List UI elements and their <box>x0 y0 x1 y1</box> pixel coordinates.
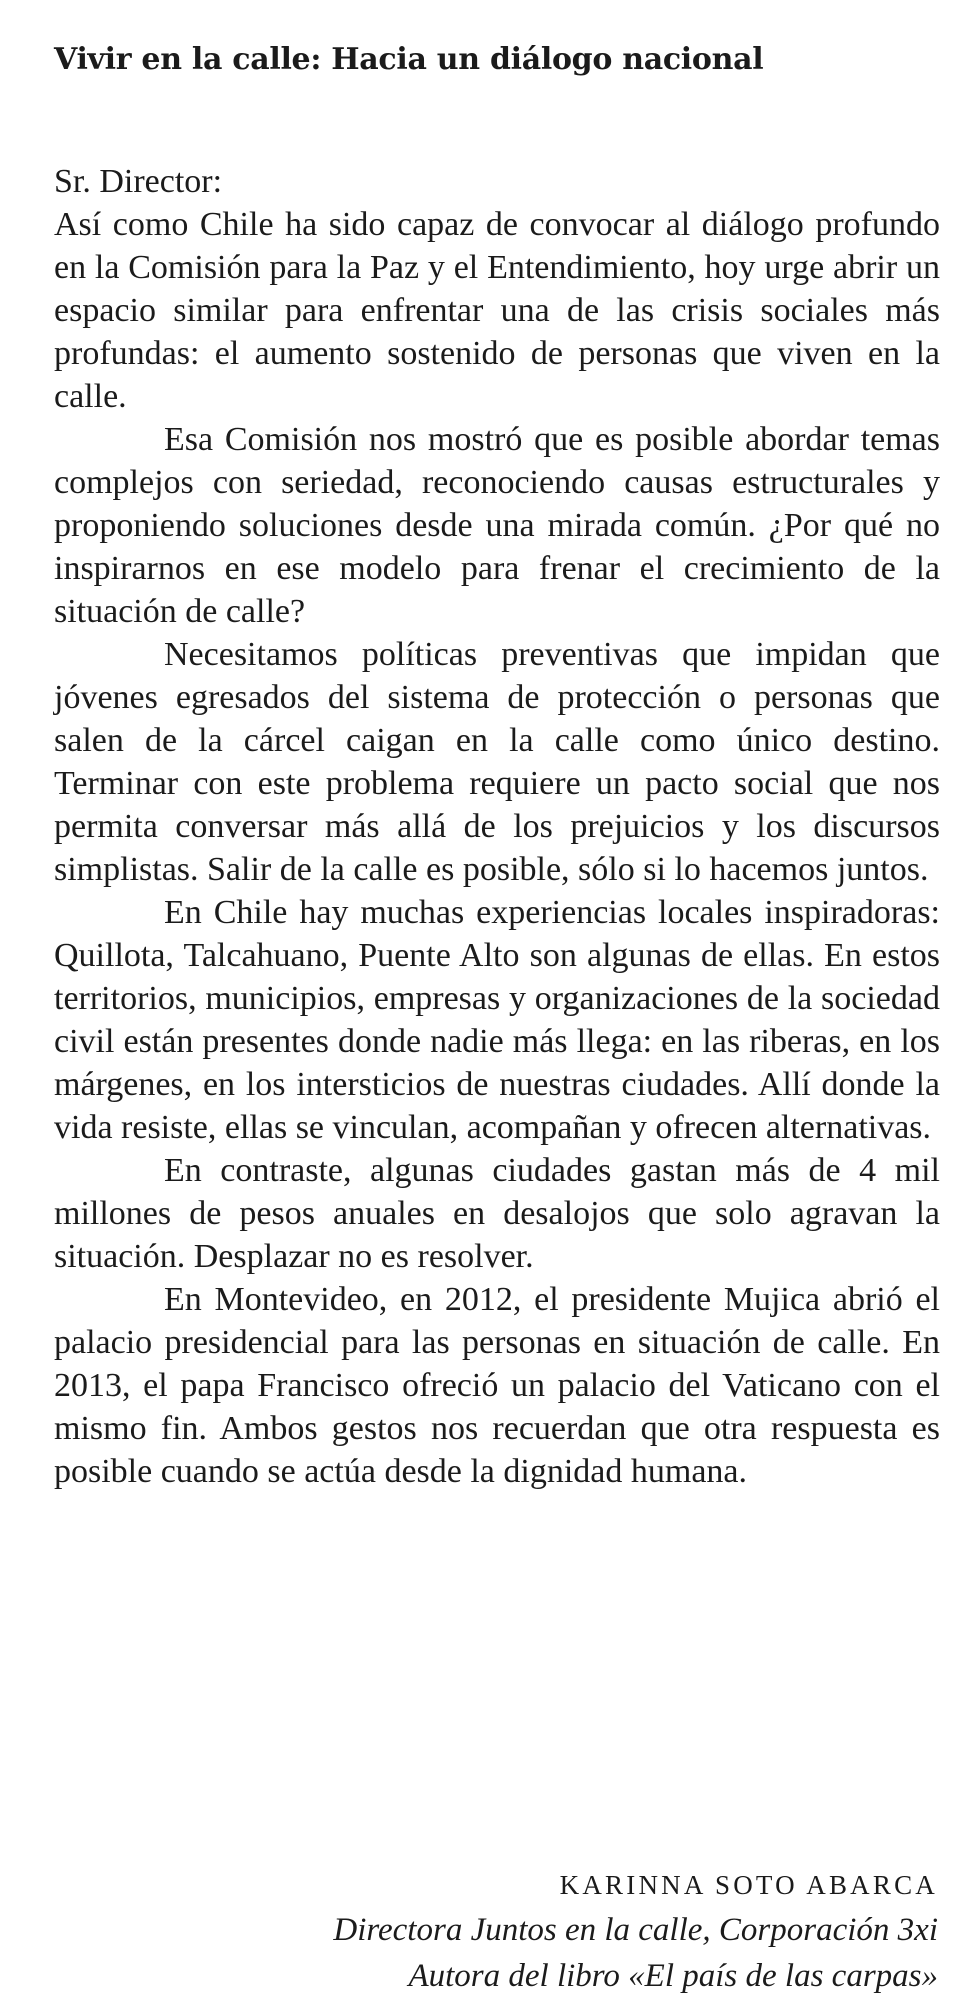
author-title: Directora Juntos en la calle, Corporación 3xi <box>333 1912 938 1948</box>
salutation: Sr. Director: <box>54 163 223 200</box>
author-name: KARINNA SOTO ABARCA <box>559 1870 938 1900</box>
body-paragraph-6: En Montevideo, en 2012, el presidente Mujica abrió el palacio presidencial para las personas en situación de calle. En 2013, el papa Francisco ofreció un palacio del Vaticano con el mismo fin. Ambos gestos nos recuerdan que otra respuesta es posible cuando se actúa desde la dignidad humana. <box>54 1281 940 1490</box>
body-paragraph-3: Necesitamos políticas preventivas que impidan que jóvenes egresados del sistema de protección o personas que salen de la cárcel caigan en la calle como único destino. Terminar con este problema requiere un pacto social que nos permita conversar más allá de los prejuicios y los discursos simplistas. Salir de la calle es posible, sólo si lo hacemos juntos. <box>54 636 940 888</box>
author-book: Autora del libro «El país de las carpas» <box>408 1958 938 1994</box>
body-paragraph-5: En contraste, algunas ciudades gastan más de 4 mil millones de pesos anuales en desalojos que solo agravan la situación. Desplazar no es resolver. <box>54 1152 940 1275</box>
body-paragraph-4: En Chile hay muchas experiencias locales inspiradoras: Quillota, Talcahuano, Puente Alto son algunas de ellas. En estos territorios, municipios, empresas y organizaciones de la sociedad civil están presentes donde nadie más llega: en las riberas, en los márgenes, en los intersticios de nuestras ciudades. Allí donde la vida resiste, ellas se vinculan, acompañan y ofrecen alternativas. <box>54 894 940 1146</box>
body-paragraph-2: Esa Comisión nos mostró que es posible abordar temas complejos con seriedad, reconociendo causas estructurales y proponiendo soluciones desde una mirada común. ¿Por qué no inspirarnos en ese modelo para frenar el crecimiento de la situación de calle? <box>54 421 940 630</box>
body-paragraph-1: Así como Chile ha sido capaz de convocar al diálogo profundo en la Comisión para la Paz y el Entendimiento, hoy urge abrir un espacio similar para enfrentar una de las crisis sociales más profundas: el aumento sostenido de personas que viven en la calle. <box>54 206 940 415</box>
letter-headline: Vivir en la calle: Hacia un diálogo nacional <box>54 42 764 77</box>
signature-block <box>333 1864 938 1999</box>
